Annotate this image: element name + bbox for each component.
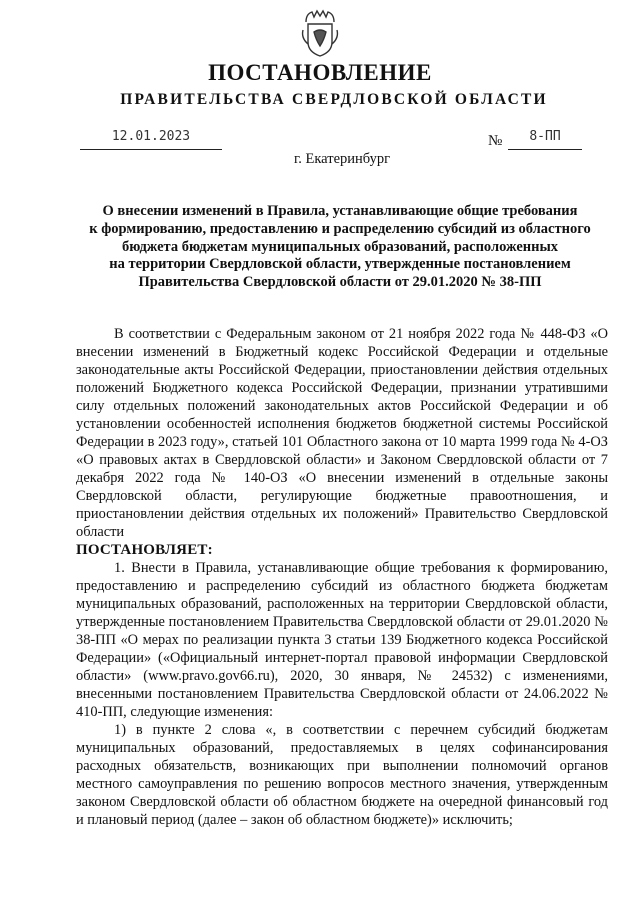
- document-title: [70, 203, 610, 292]
- city-name: г. Екатеринбург: [293, 151, 391, 167]
- title-line: к формированию, предоставлению и распределению субсидий из областного: [89, 220, 591, 237]
- document-date: 12.01.2023: [80, 129, 222, 150]
- preamble-paragraph: В соответствии с Федеральным законом от 21 ноября 2022 года № 448-ФЗ «О внесении изменений в Бюджетный кодекс Российской Федерации и отдельные законодательные акты Российской Федерации, приостановлении действия отдельных положений Бюджетного кодекса Российской Федерации, признании утратившими силу отдельных положений законодательных актов Российской Федерации и об установлении особенностей исполнения бюджетов бюджетной системы Российской Федерации в 2023 году», статьей 101 Областного закона от 10 марта 1999 года № 4-ОЗ «О правовых актах в Свердловской области» и Законом Свердловской области от 7 декабря 2022 года № 140-ОЗ «О внесении изменений в отдельные законы Свердловской области, регулирующие бюджетные правоотношения, и приостановлении действия отдельных их положений» Правительство Свердловской области: [76, 326, 608, 540]
- resolves-heading: ПОСТАНОВЛЯЕТ:: [76, 542, 213, 558]
- document-number: 8-ПП: [508, 129, 582, 150]
- number-sign: №: [488, 133, 503, 149]
- title-line: Правительства Свердловской области от 29.01.2020 № 38-ПП: [138, 274, 542, 291]
- document-type: ПОСТАНОВЛЕНИЕ: [208, 60, 432, 85]
- coat-of-arms-icon: [300, 8, 340, 58]
- title-line: на территории Свердловской области, утвержденные постановлением: [109, 256, 571, 273]
- item-1-1-paragraph: 1) в пункте 2 слова «, в соответствии с перечнем субсидий бюджетам муниципальных образований, предоставляемых в целях софинансирования расходных обязательств, возникающих при выполнении полномочий органов местного самоуправления по решению вопросов местного значения, утвержденным законом Свердловской области об областном бюджете на очередной финансовый год и плановый период (далее – закон об областном бюджете)» исключить;: [76, 722, 608, 828]
- issuer-name: ПРАВИТЕЛЬСТВА СВЕРДЛОВСКОЙ ОБЛАСТИ: [120, 91, 548, 108]
- title-line: бюджета бюджетам муниципальных образований, расположенных: [121, 238, 559, 255]
- item-1-paragraph: 1. Внести в Правила, устанавливающие общие требования к формированию, предоставлению и распределению субсидий из областного бюджета бюджетам муниципальных образований, расположенных на территории Свердловской области, утвержденные постановлением Правительства Свердловской области от 29.01.2020 № 38-ПП «О мерах по реализации пункта 3 статьи 139 Бюджетного кодекса Российской Федерации» («Официальный интернет-портал правовой информации Свердловской области» (www.pravo.gov66.ru), 2020, 30 января, № 24532) с изменениями, внесенными постановлением Правительства Свердловской области от 24.06.2022 № 410-ПП, следующие изменения:: [76, 560, 608, 720]
- title-line: О внесении изменений в Правила, устанавливающие общие требования: [102, 203, 578, 219]
- document-body: [76, 325, 608, 829]
